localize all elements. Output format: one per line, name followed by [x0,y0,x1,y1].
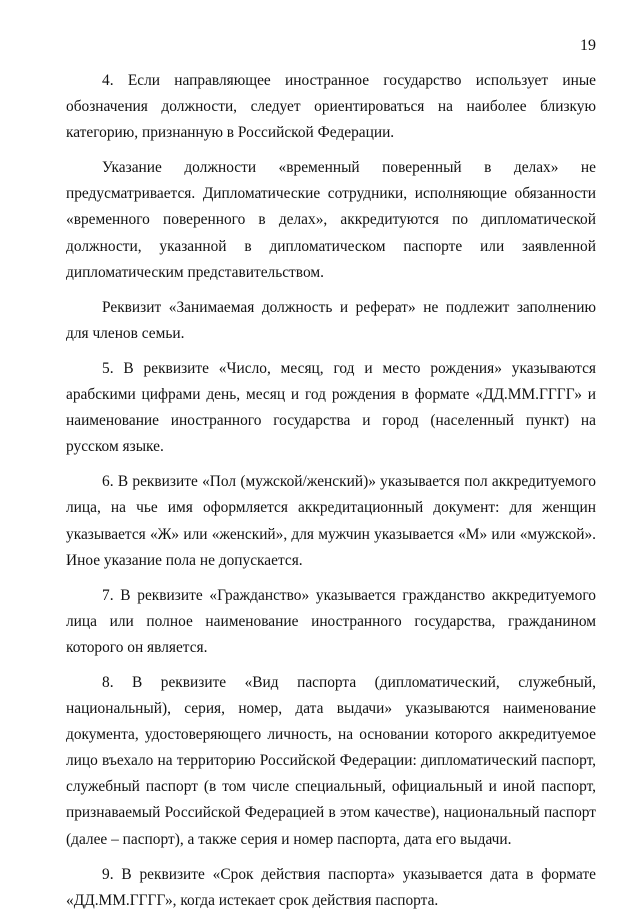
paragraph-6: 6. В реквизите «Пол (мужской/женский)» указывается пол аккредитуемого лица, на чье имя оформляется аккредитационный документ: для женщин указывается «Ж» или «женский», для мужчин указывается «М» или «мужской». Иное указание пола не допускается. [66,473,596,569]
paragraph-9: 9. В реквизите «Срок действия паспорта» указывается дата в формате «ДД.ММ.ГГГГ», когда истекает срок действия паспорта. [66,865,596,909]
paragraph-7: 7. В реквизите «Гражданство» указывается гражданство аккредитуемого лица или полное наименование иностранного государства, гражданином которого он является. [66,586,596,656]
paragraph-family-members: Реквизит «Занимаемая должность и реферат» не подлежит заполнению для членов семьи. [66,298,596,342]
paragraph-charge-d-affaires: Указание должности «временный поверенный в делах» не предусматривается. Дипломатические сотрудники, исполняющие обязанности «временного поверенного в делах», аккредитуются по дипломатической должности, указанной в дипломатическом паспорте или заявленной дипломатическим представительством. [66,159,596,281]
paragraph-8: 8. В реквизите «Вид паспорта (дипломатический, служебный, национальный), серия, номер, дата выдачи» указываются наименование документа, удостоверяющего личность, на основании которого аккредитуемое лицо въехало на территорию Российской Федерации: дипломатический паспорт, служебный паспорт (в том числе специальный, официальный и иной паспорт, признаваемый Российской Федерацией в этом качестве), национальный паспорт (далее – паспорт), а также серия и номер паспорта, дата его выдачи. [66,673,596,848]
paragraph-5: 5. В реквизите «Число, месяц, год и место рождения» указываются арабскими цифрами день, месяц и год рождения в формате «ДД.ММ.ГГГГ» и наименование иностранного государства и город (населенный пункт) на русском языке. [66,359,596,456]
paragraph-4: 4. Если направляющее иностранное государство использует иные обозначения должности, следует ориентироваться на наиболее близкую категорию, признанную в Российской Федерации. [66,72,596,142]
page-number: 19 [580,37,596,54]
document-body [66,68,596,923]
